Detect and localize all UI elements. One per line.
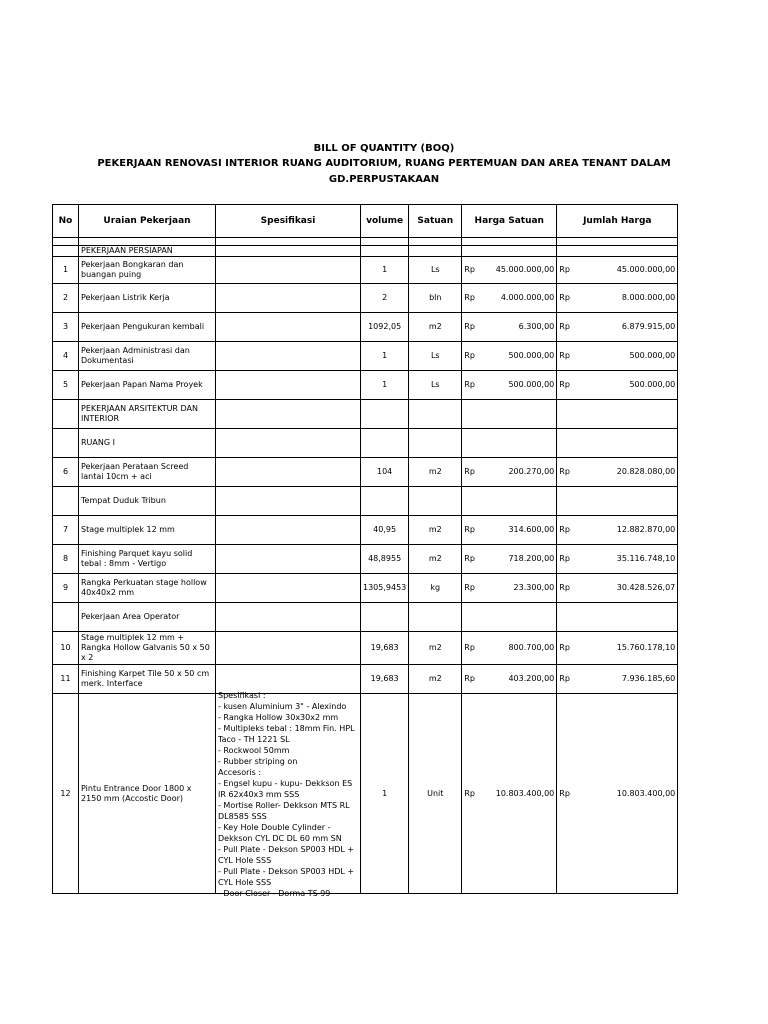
spesifikasi-line: - Key Hole Double Cylinder - Dekkson CYL DC DL 60 mm SN: [218, 823, 342, 843]
cell-uraian: Pekerjaan Perataan Screed lantai 10cm + aci: [79, 458, 216, 487]
currency-label: Rp: [559, 643, 570, 652]
currency-label: Rp: [464, 643, 475, 652]
cell-spesifikasi: [216, 691, 361, 898]
cell-harga-satuan: [462, 458, 557, 487]
table-row: [53, 371, 678, 400]
cell-no: 12: [53, 694, 79, 894]
cell-uraian: Pekerjaan Pengukuran kembali: [79, 313, 216, 342]
cell-satuan: [409, 429, 462, 458]
cell-harga-satuan: [462, 257, 557, 284]
cell-jumlah-harga: [557, 371, 678, 400]
currency-label: Rp: [464, 293, 475, 302]
cell-uraian: PEKERJAAN PERSIAPAN: [79, 246, 216, 257]
cell-no: [53, 238, 79, 246]
header-harga-satuan: Harga Satuan: [462, 205, 557, 238]
currency-label: Rp: [464, 583, 475, 592]
currency-label: Rp: [559, 380, 570, 389]
cell-no: [53, 429, 79, 458]
cell-spesifikasi: [216, 400, 361, 429]
cell-spesifikasi: [216, 313, 361, 342]
cell-no: [53, 603, 79, 632]
document-title-block: [0, 141, 768, 187]
cell-volume: [361, 246, 409, 257]
cell-no: 9: [53, 574, 79, 603]
spesifikasi-line: - Door Closer - Dorma TS 99: [218, 889, 331, 898]
jumlah-harga-value: 20.828.080,00: [616, 467, 676, 476]
spesifikasi-line: - Engsel kupu - kupu- Dekkson ES IR 62x40x3 mm SSS: [218, 779, 353, 799]
cell-jumlah-harga: [557, 400, 678, 429]
cell-jumlah-harga: [557, 516, 678, 545]
spesifikasi-line: - Rangka Hollow 30x30x2 mm: [218, 713, 339, 722]
currency-label: Rp: [464, 788, 475, 798]
cell-uraian: Pintu Entrance Door 1800 x 2150 mm (Accostic Door): [79, 694, 216, 894]
cell-uraian: Pekerjaan Papan Nama Proyek: [79, 371, 216, 400]
cell-jumlah-harga: [557, 313, 678, 342]
currency-label: Rp: [464, 674, 475, 683]
cell-uraian: Pekerjaan Listrik Kerja: [79, 284, 216, 313]
cell-spesifikasi: [216, 371, 361, 400]
cell-satuan: m2: [409, 516, 462, 545]
cell-harga-satuan: [462, 665, 557, 694]
harga-satuan-value: 6.300,00: [518, 322, 555, 331]
table-row: [53, 694, 678, 894]
cell-harga-satuan: [462, 603, 557, 632]
header-volume: volume: [361, 205, 409, 238]
currency-label: Rp: [464, 351, 475, 360]
cell-no: 2: [53, 284, 79, 313]
cell-no: 4: [53, 342, 79, 371]
cell-uraian: Stage multiplek 12 mm + Rangka Hollow Galvanis 50 x 50 x 2: [79, 632, 216, 665]
cell-spesifikasi: [216, 246, 361, 257]
cell-jumlah-harga: [557, 257, 678, 284]
cell-harga-satuan: [462, 342, 557, 371]
cell-jumlah-harga: [557, 246, 678, 257]
table-row: [53, 487, 678, 516]
cell-uraian: Rangka Perkuatan stage hollow 40x40x2 mm: [79, 574, 216, 603]
cell-spesifikasi: [216, 342, 361, 371]
cell-harga-satuan: [462, 632, 557, 665]
currency-label: Rp: [464, 525, 475, 534]
cell-volume: 48,8955: [361, 545, 409, 574]
cell-jumlah-harga: [557, 458, 678, 487]
harga-satuan-value: 718.200,00: [508, 554, 555, 563]
cell-no: [53, 246, 79, 257]
cell-satuan: [409, 487, 462, 516]
cell-satuan: m2: [409, 545, 462, 574]
currency-label: Rp: [559, 554, 570, 563]
cell-harga-satuan: [462, 238, 557, 246]
cell-harga-satuan: [462, 371, 557, 400]
jumlah-harga-value: 12.882.870,00: [616, 525, 676, 534]
currency-label: Rp: [464, 554, 475, 563]
cell-harga-satuan: [462, 246, 557, 257]
boq-table: [52, 204, 678, 898]
cell-spesifikasi: [216, 429, 361, 458]
cell-harga-satuan: [462, 313, 557, 342]
cell-no: 11: [53, 665, 79, 694]
table-row: [53, 342, 678, 371]
cell-spesifikasi: [216, 545, 361, 574]
cell-uraian: Finishing Karpet Tile 50 x 50 cm merk. Interface: [79, 665, 216, 694]
cell-spesifikasi: [216, 574, 361, 603]
cell-jumlah-harga: [557, 545, 678, 574]
cell-satuan: [409, 400, 462, 429]
table-row: [53, 545, 678, 574]
cell-harga-satuan: [462, 694, 557, 894]
cell-satuan: kg: [409, 574, 462, 603]
cell-harga-satuan: [462, 487, 557, 516]
cell-no: 5: [53, 371, 79, 400]
cell-uraian: Finishing Parquet kayu solid tebal : 8mm - Vertigo: [79, 545, 216, 574]
table-row: [53, 665, 678, 694]
cell-jumlah-harga: [557, 487, 678, 516]
cell-satuan: m2: [409, 665, 462, 694]
spesifikasi-line: - Rockwool 50mm: [218, 746, 290, 755]
table-row: [53, 429, 678, 458]
cell-volume: 1092,05: [361, 313, 409, 342]
currency-label: Rp: [464, 322, 475, 331]
cell-jumlah-harga: [557, 284, 678, 313]
cell-volume: 1: [361, 342, 409, 371]
cell-volume: 1: [361, 694, 409, 894]
cell-satuan: Ls: [409, 371, 462, 400]
cell-harga-satuan: [462, 574, 557, 603]
cell-satuan: bln: [409, 284, 462, 313]
harga-satuan-value: 23.300,00: [513, 583, 555, 592]
table-row: [53, 238, 678, 246]
cell-harga-satuan: [462, 429, 557, 458]
cell-volume: 40,95: [361, 516, 409, 545]
jumlah-harga-value: 15.760.178,10: [616, 643, 676, 652]
cell-uraian: Stage multiplek 12 mm: [79, 516, 216, 545]
cell-uraian: Pekerjaan Area Operator: [79, 603, 216, 632]
currency-label: Rp: [559, 265, 570, 274]
currency-label: Rp: [559, 322, 570, 331]
cell-satuan: Ls: [409, 342, 462, 371]
cell-jumlah-harga: [557, 429, 678, 458]
cell-uraian: PEKERJAAN ARSITEKTUR DAN INTERIOR: [79, 400, 216, 429]
cell-satuan: m2: [409, 313, 462, 342]
cell-jumlah-harga: [557, 603, 678, 632]
cell-harga-satuan: [462, 400, 557, 429]
jumlah-harga-value: 7.936.185,60: [621, 674, 676, 683]
spesifikasi-line: Spesifikasi :: [218, 691, 266, 700]
document-subtitle-location: GD.PERPUSTAKAAN: [328, 174, 440, 185]
table-row: [53, 516, 678, 545]
cell-volume: 1: [361, 371, 409, 400]
cell-uraian: Pekerjaan Bongkaran dan buangan puing: [79, 257, 216, 284]
cell-spesifikasi: [216, 487, 361, 516]
cell-no: 1: [53, 257, 79, 284]
harga-satuan-value: 200.270,00: [508, 467, 555, 476]
currency-label: Rp: [559, 293, 570, 302]
cell-satuan: Ls: [409, 257, 462, 284]
cell-spesifikasi: [216, 458, 361, 487]
document-subtitle: PEKERJAAN RENOVASI INTERIOR RUANG AUDITORIUM, RUANG PERTEMUAN DAN AREA TENANT DALAM: [97, 158, 671, 169]
cell-volume: [361, 429, 409, 458]
table-row: [53, 246, 678, 257]
jumlah-harga-value: 35.116.748,10: [616, 554, 676, 563]
cell-no: 3: [53, 313, 79, 342]
cell-uraian: [79, 238, 216, 246]
currency-label: Rp: [559, 525, 570, 534]
cell-jumlah-harga: [557, 665, 678, 694]
cell-spesifikasi: [216, 516, 361, 545]
cell-uraian: RUANG I: [79, 429, 216, 458]
cell-no: [53, 400, 79, 429]
cell-volume: 2: [361, 284, 409, 313]
currency-label: Rp: [464, 380, 475, 389]
header-satuan: Satuan: [409, 205, 462, 238]
cell-harga-satuan: [462, 284, 557, 313]
header-no: No: [53, 205, 79, 238]
table-row: [53, 257, 678, 284]
jumlah-harga-value: 500.000,00: [629, 380, 676, 389]
header-spesifikasi: Spesifikasi: [216, 205, 361, 238]
cell-harga-satuan: [462, 545, 557, 574]
harga-satuan-value: 45.000.000,00: [495, 265, 555, 274]
table-row: [53, 574, 678, 603]
cell-volume: 19,683: [361, 632, 409, 665]
cell-volume: 1305,9453: [361, 574, 409, 603]
currency-label: Rp: [559, 674, 570, 683]
harga-satuan-value: 10.803.400,00: [495, 788, 555, 798]
cell-no: 6: [53, 458, 79, 487]
currency-label: Rp: [464, 467, 475, 476]
cell-volume: [361, 603, 409, 632]
cell-no: [53, 487, 79, 516]
spesifikasi-line: - Mortise Roller- Dekkson MTS RL DL8585 SSS: [218, 801, 350, 821]
harga-satuan-value: 500.000,00: [508, 351, 555, 360]
cell-volume: [361, 487, 409, 516]
cell-no: 8: [53, 545, 79, 574]
spesifikasi-line: - Multipleks tebal : 18mm Fin. HPL Taco - TH 1221 SL: [218, 724, 355, 744]
jumlah-harga-value: 45.000.000,00: [616, 265, 676, 274]
jumlah-harga-value: 6.879.915,00: [621, 322, 676, 331]
currency-label: Rp: [464, 265, 475, 274]
cell-satuan: m2: [409, 632, 462, 665]
cell-jumlah-harga: [557, 238, 678, 246]
table-row: [53, 284, 678, 313]
currency-label: Rp: [559, 583, 570, 592]
spesifikasi-line: - Rubber striping on: [218, 757, 298, 766]
cell-spesifikasi: [216, 238, 361, 246]
table-header-row: [53, 205, 678, 238]
header-uraian: Uraian Pekerjaan: [79, 205, 216, 238]
cell-satuan: m2: [409, 458, 462, 487]
cell-spesifikasi: [216, 603, 361, 632]
jumlah-harga-value: 8.000.000,00: [621, 293, 676, 302]
document-title: BILL OF QUANTITY (BOQ): [313, 143, 455, 154]
cell-jumlah-harga: [557, 632, 678, 665]
cell-volume: 19,683: [361, 665, 409, 694]
table-row: [53, 632, 678, 665]
cell-volume: 104: [361, 458, 409, 487]
currency-label: Rp: [559, 788, 570, 798]
table-row: [53, 400, 678, 429]
cell-harga-satuan: [462, 516, 557, 545]
cell-satuan: Unit: [409, 694, 462, 894]
cell-jumlah-harga: [557, 694, 678, 894]
cell-no: 10: [53, 632, 79, 665]
currency-label: Rp: [559, 351, 570, 360]
cell-satuan: [409, 246, 462, 257]
cell-volume: 1: [361, 257, 409, 284]
jumlah-harga-value: 500.000,00: [629, 351, 676, 360]
spesifikasi-line: - kusen Aluminium 3" - Alexindo: [218, 702, 347, 711]
table-row: [53, 313, 678, 342]
cell-volume: [361, 238, 409, 246]
cell-satuan: [409, 238, 462, 246]
jumlah-harga-value: 10.803.400,00: [616, 788, 676, 798]
cell-volume: [361, 400, 409, 429]
cell-satuan: [409, 603, 462, 632]
header-jumlah-harga: Jumlah Harga: [557, 205, 678, 238]
harga-satuan-value: 500.000,00: [508, 380, 555, 389]
table-body: [53, 238, 678, 898]
harga-satuan-value: 403.200,00: [508, 674, 555, 683]
spesifikasi-list: [218, 690, 358, 898]
spesifikasi-line: Accesoris :: [218, 768, 262, 777]
cell-jumlah-harga: [557, 342, 678, 371]
cell-spesifikasi: [216, 284, 361, 313]
cell-spesifikasi: [216, 632, 361, 665]
cell-uraian: Tempat Duduk Tribun: [79, 487, 216, 516]
spesifikasi-line: - Pull Plate - Dekson SP003 HDL + CYL Hole SSS: [218, 867, 355, 887]
harga-satuan-value: 4.000.000,00: [500, 293, 555, 302]
table-row: [53, 458, 678, 487]
cell-uraian: Pekerjaan Administrasi dan Dokumentasi: [79, 342, 216, 371]
spesifikasi-line: - Pull Plate - Dekson SP003 HDL + CYL Hole SSS: [218, 845, 355, 865]
table-row: [53, 603, 678, 632]
cell-spesifikasi: [216, 257, 361, 284]
harga-satuan-value: 314.600,00: [508, 525, 555, 534]
cell-no: 7: [53, 516, 79, 545]
harga-satuan-value: 800.700,00: [508, 643, 555, 652]
currency-label: Rp: [559, 467, 570, 476]
cell-jumlah-harga: [557, 574, 678, 603]
jumlah-harga-value: 30.428.526,07: [616, 583, 676, 592]
